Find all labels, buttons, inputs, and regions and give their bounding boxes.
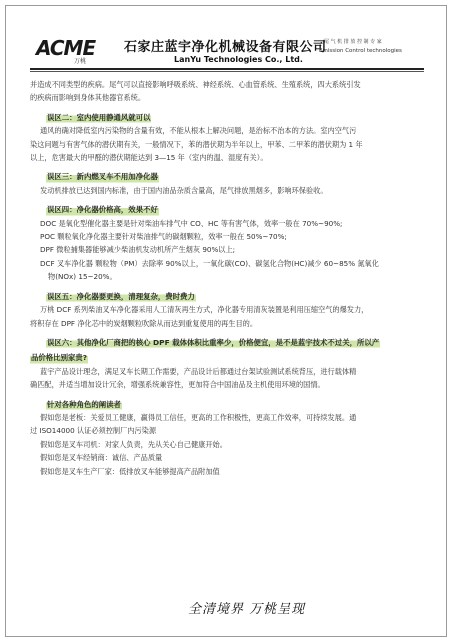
section-heading-6: 误区六：其他净化厂商把的核心 DPF 载体体积比重率少，价格便宜，是不是蓝宇技术不过关，所以产 bbox=[46, 336, 380, 349]
paragraph: 万桃 DCF 系列柴油叉车净化器采用人工清灰再生方式，净化器专用清灰装置是利用压缩空气的爆发力， bbox=[40, 305, 369, 315]
paragraph: 以上，危害最大的甲醛的潜伏期能达到 3—15 年（室内的温、湿度有关）。 bbox=[30, 153, 268, 163]
section-heading-2: 误区二：室内使用静通风就可以 bbox=[46, 111, 151, 124]
paragraph: 假如您是老板：关爱员工健康，赢得员工信任，更高的工作积极性，更高工作效率，可持续发展。通 bbox=[40, 412, 357, 422]
footer-signature: 全清境界 万桃呈现 bbox=[188, 602, 306, 617]
section-heading-6-cont: 品价格比别家贵? bbox=[30, 351, 88, 364]
section-heading-4: 误区四：净化器价格高，效果不好 bbox=[46, 203, 159, 216]
section-heading-5: 误区五：净化器要更换，清理复杂，费时费力 bbox=[46, 290, 196, 303]
paragraph: DCF 叉车净化器 颗粒物（PM）去除率 90%以上，一氧化碳(CO)、碳氢化合物(HC)减少 60~85% 氮氧化 bbox=[40, 258, 379, 268]
document-page bbox=[5, 5, 447, 637]
section-heading-7: 针对各种角色的阐读者 bbox=[46, 398, 122, 411]
paragraph: 的疾病而影响到身体其他器官系统。 bbox=[30, 93, 146, 103]
paragraph: 并造成不同类型的疾病。尾气可以直接影响呼吸系统、神经系统、心血管系统、生殖系统，四大系统引发 bbox=[30, 80, 361, 89]
letterhead bbox=[6, 6, 446, 72]
header-divider-thin bbox=[30, 71, 424, 72]
paragraph: 假如您是叉车经销商：诚信、产品质量 bbox=[40, 453, 163, 463]
paragraph: DOC 是氧化型催化器主要是针对柴油车排气中 CO、HC 等有害气体，效率一般在 70%~90%; bbox=[40, 218, 343, 228]
header-divider bbox=[30, 68, 424, 70]
company-name-cn: 石家庄蓝宇净化机械设备有限公司 bbox=[124, 40, 327, 55]
paragraph: POC 颗粒氧化净化器主要针对柴油排气的碳烟颗粒，效率一般在 50%~70%; bbox=[40, 232, 287, 242]
document-body bbox=[30, 78, 426, 478]
company-name-en: LanYu Technologies Co., Ltd. bbox=[174, 55, 303, 64]
paragraph: 物(NOx) 15~20%。 bbox=[48, 272, 117, 282]
tagline-cn: 尾 气 机 排 放 控 制 专 家 bbox=[324, 39, 382, 45]
logo-subtext: 万桃 bbox=[74, 58, 87, 65]
paragraph: 假如您是叉车生产厂家：低排放叉车能够提高产品附加值 bbox=[40, 466, 220, 476]
paragraph: DPF 微粒捕集器能够减少柴油机发动机所产生烟灰 90%以上; bbox=[40, 245, 236, 255]
paragraph: 蓝宇产品设计理念，满足叉车长期工作需要，产品设计后都通过台架试验测试系统背压，进行载体精 bbox=[40, 366, 357, 376]
logo-text: ACME bbox=[36, 36, 96, 60]
section-heading-3: 误区三：新内燃叉车不用加净化器 bbox=[46, 170, 159, 183]
tagline-en: Emission Control technologies bbox=[319, 48, 402, 54]
paragraph: 确匹配，并适当增加设计冗余，增强系统兼容性，更加符合中国油品及主机使用环境的国情。 bbox=[30, 380, 325, 390]
paragraph: 染这问题与有害气体的潜伏期有关，一般情况下，苯的潜伏期为半年以上，甲苯、二甲苯的潜伏期为 1 年 bbox=[30, 139, 363, 149]
paragraph: 发动机排放已达到国内标准，由于国内油品杂质含量高，尾气排放黑烟多，影响环保验收。 bbox=[40, 185, 328, 195]
paragraph: 过 ISO14000 认证必须控制厂内污染源 bbox=[30, 426, 157, 436]
company-logo bbox=[36, 36, 116, 65]
paragraph: 通风的确对降低室内污染物的含量有效，不能从根本上解决问题，是治标不治本的方法。室内空气污 bbox=[40, 126, 357, 136]
paragraph: 将积存在 DPF 净化芯中的炭烟颗粒吹除从而达到重复使用的再生目的。 bbox=[30, 318, 258, 328]
paragraph: 假如您是叉车司机：对家人负责，先从关心自己健康开始。 bbox=[40, 439, 227, 449]
